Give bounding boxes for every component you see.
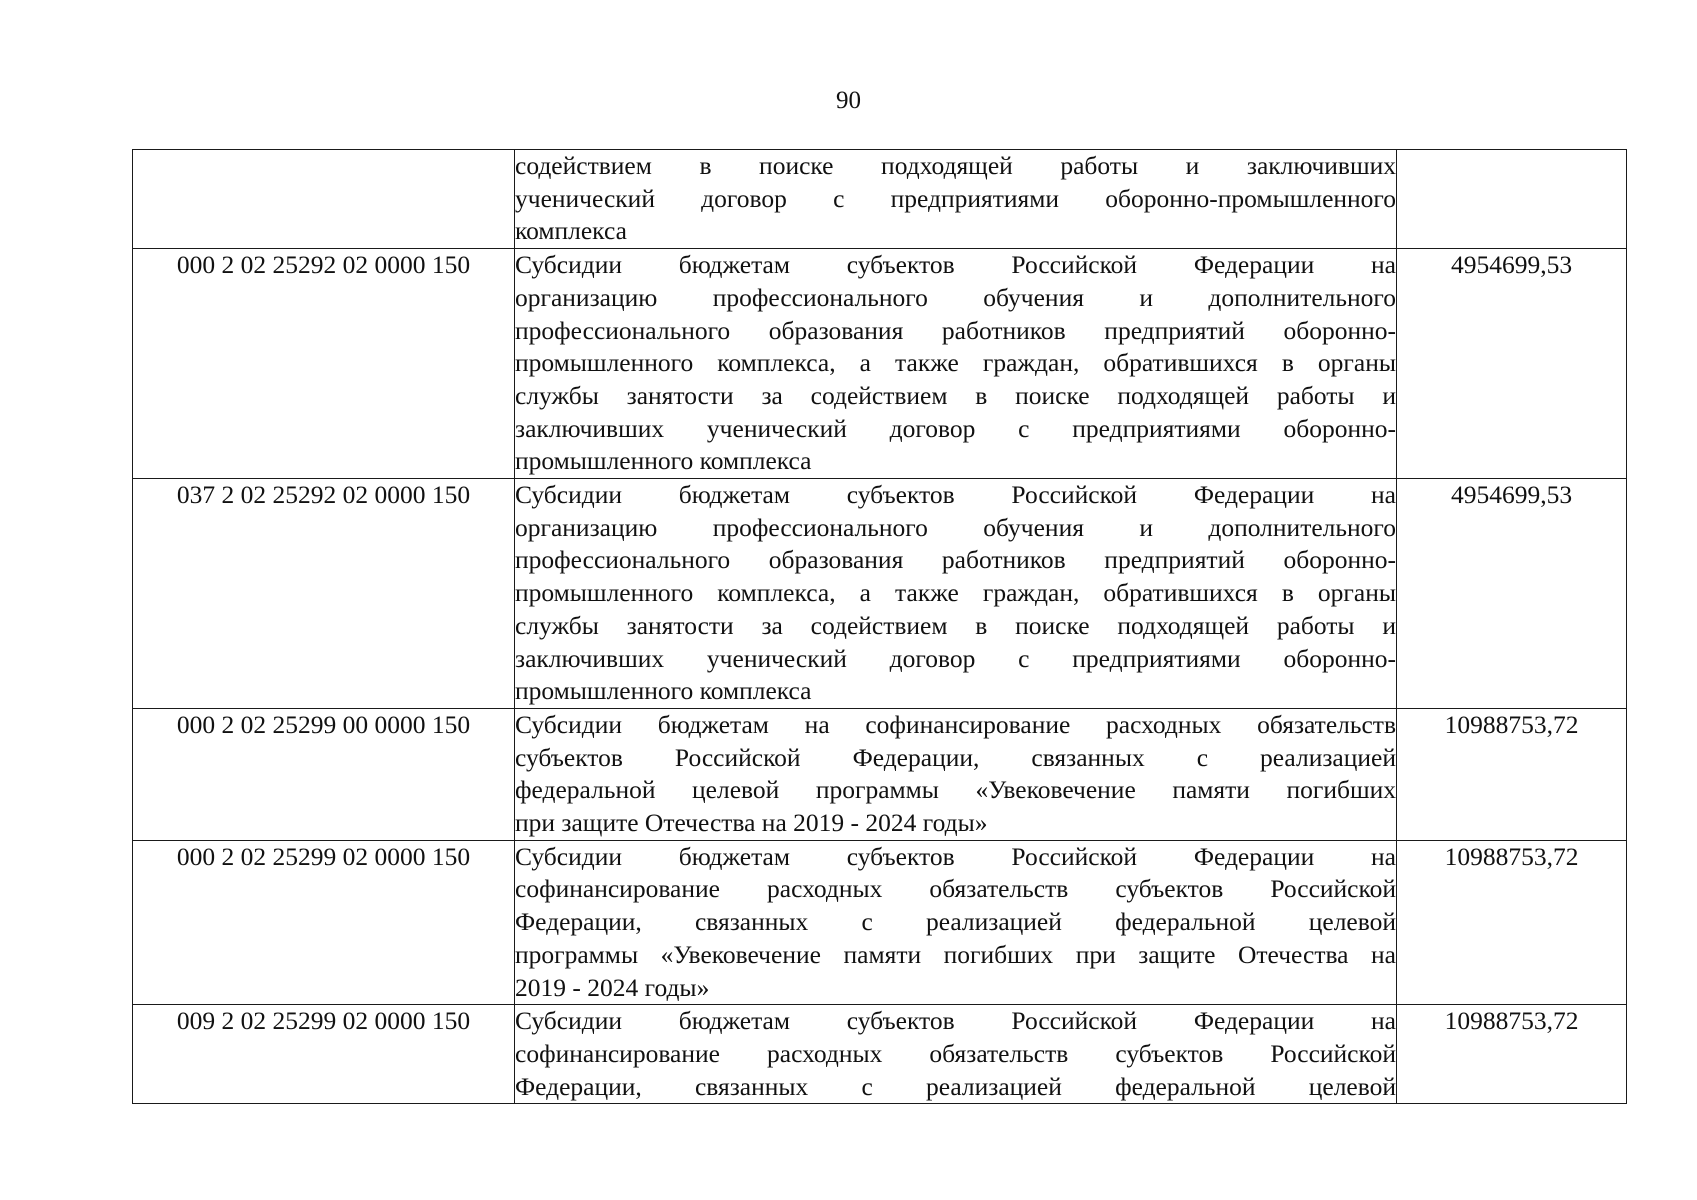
description-line: службы занятости за содействием в поиске подходящей работы и (515, 380, 1396, 410)
description-line: ученический договор с предприятиями оборонно-промышленного (515, 183, 1396, 213)
income-code-cell: 009 2 02 25299 02 0000 150 (133, 1005, 515, 1104)
description-line: софинансирование расходных обязательств субъектов Российской (515, 1038, 1396, 1068)
description-line: содействием в поиске подходящей работы и заключивших (515, 151, 1396, 180)
income-code-cell (133, 150, 515, 249)
income-code-cell: 000 2 02 25299 00 0000 150 (133, 708, 515, 840)
description-line: 2019 - 2024 годы» (515, 972, 710, 1002)
income-description-cell (515, 840, 1397, 1005)
description-line: Субсидии бюджетам субъектов Российской Федерации на (515, 480, 1396, 510)
description-line: профессионального образования работников предприятий оборонно- (515, 545, 1396, 575)
page-number: 90 (836, 87, 861, 114)
income-code-cell: 037 2 02 25292 02 0000 150 (133, 479, 515, 709)
amount-cell: 10988753,72 (1397, 840, 1627, 1005)
description-line: заключивших ученический договор с предприятиями оборонно- (515, 413, 1396, 443)
description-line: при защите Отечества на 2019 - 2024 годы» (515, 808, 988, 838)
income-code-cell: 000 2 02 25292 02 0000 150 (133, 249, 515, 479)
description-line: заключивших ученический договор с предприятиями оборонно- (515, 643, 1396, 673)
amount-cell (1397, 150, 1627, 249)
description-line: федеральной целевой программы «Увековечение памяти погибших (515, 775, 1396, 805)
description-line: Субсидии бюджетам субъектов Российской Федерации на (515, 250, 1396, 280)
description-line: организацию профессионального обучения и дополнительного (515, 282, 1396, 312)
income-description-cell (515, 708, 1397, 840)
description-line: промышленного комплекса, а также граждан, обратившихся в органы (515, 578, 1396, 608)
table-row (133, 249, 1627, 479)
income-description-cell (515, 150, 1397, 249)
description-line: промышленного комплекса (515, 446, 812, 476)
table-row (133, 840, 1627, 1005)
description-line: организацию профессионального обучения и дополнительного (515, 512, 1396, 542)
table-row (133, 1005, 1627, 1104)
description-line: Субсидии бюджетам субъектов Российской Федерации на (515, 1006, 1396, 1036)
income-code-cell: 000 2 02 25299 02 0000 150 (133, 840, 515, 1005)
description-line: промышленного комплекса, а также граждан, обратившихся в органы (515, 348, 1396, 378)
amount-cell: 4954699,53 (1397, 249, 1627, 479)
description-line: профессионального образования работников предприятий оборонно- (515, 315, 1396, 345)
table-row (133, 150, 1627, 249)
budget-classification-table (132, 149, 1627, 1104)
description-line: Субсидии бюджетам на софинансирование расходных обязательств (515, 709, 1396, 739)
income-description-cell (515, 1005, 1397, 1104)
amount-cell: 4954699,53 (1397, 479, 1627, 709)
amount-cell: 10988753,72 (1397, 1005, 1627, 1104)
description-line: софинансирование расходных обязательств субъектов Российской (515, 874, 1396, 904)
amount-cell: 10988753,72 (1397, 708, 1627, 840)
description-line: программы «Увековечение памяти погибших при защите Отечества на (515, 939, 1396, 969)
description-line: Субсидии бюджетам субъектов Российской Федерации на (515, 841, 1396, 871)
description-line: промышленного комплекса (515, 676, 812, 706)
description-line: службы занятости за содействием в поиске подходящей работы и (515, 610, 1396, 640)
table-body (133, 150, 1627, 1104)
table-row (133, 708, 1627, 840)
description-line: Федерации, связанных с реализацией федеральной целевой (515, 1071, 1396, 1101)
description-line: Федерации, связанных с реализацией федеральной целевой (515, 907, 1396, 937)
table-row (133, 479, 1627, 709)
description-line: комплекса (515, 216, 627, 246)
income-description-cell (515, 479, 1397, 709)
income-description-cell (515, 249, 1397, 479)
description-line: субъектов Российской Федерации, связанных с реализацией (515, 742, 1396, 772)
